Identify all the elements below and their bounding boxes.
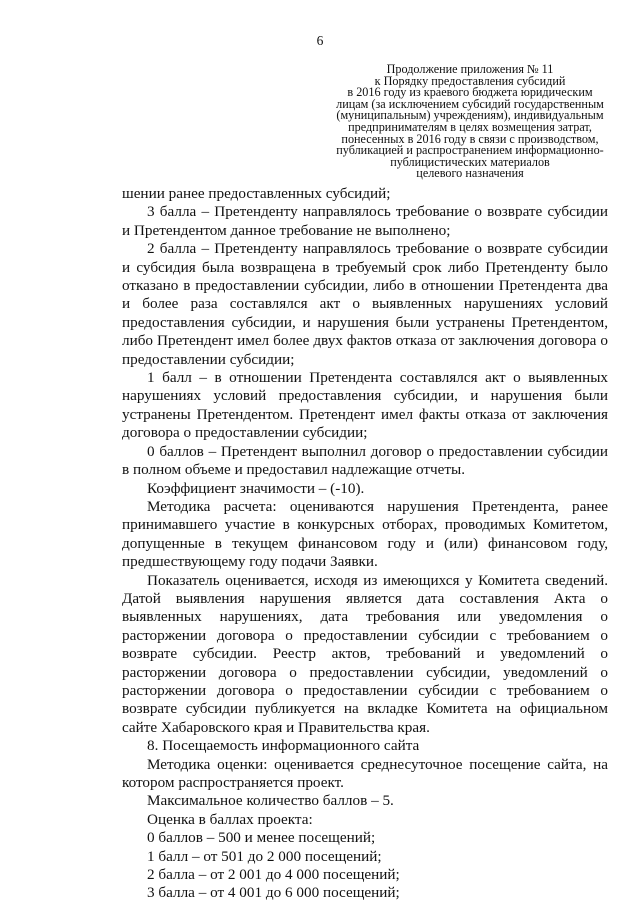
paragraph-continuation: шении ранее предоставленных субсидий;: [122, 185, 391, 202]
paragraph-evaluation-method: Методика оценки: оценивается среднесуточное посещение сайта, на котором распространяется проект.: [122, 755, 608, 791]
paragraph-score-3: 3 балла – Претенденту направлялось требование о возврате субсидии и Претендентом данное требование не выполнено;: [122, 203, 608, 239]
header-line: публикацией и распространением информационно-: [336, 143, 604, 158]
header-line: предпринимателям в целях возмещения затрат,: [348, 119, 592, 134]
header-line: лицам (за исключением субсидий государственным: [336, 96, 604, 111]
list-item-score: 0 баллов – 500 и менее посещений;: [147, 829, 376, 847]
header-line: понесенных в 2016 году в связи с производством,: [341, 131, 599, 146]
paragraph-indicator-evaluation: Показатель оценивается, исходя из имеющихся у Комитета сведений. Датой выявления нарушения является дата составления Акта о выявленных нарушениях, дата требования или уведомления о расторжении договора о предоставлении субсидии с требованием о возврате субсидии. Реестр актов, требований и уведомлений о расторжении договора о предоставлении субсидии, уведомлений о расторжении договора о предоставлении субсидии с требованием о возврате субсидии публикуется на вкладке Комитета на официальном сайте Хабаровского края и Правительства края.: [122, 571, 608, 736]
paragraph-score-1: 1 балл – в отношении Претендента составлялся акт о выявленных нарушениях условий предоставления субсидии, и нарушения были устранены Претендентом. Претендент имел факты отказа от заключения договора о предоставлении субсидии;: [122, 369, 608, 442]
header-line: к Порядку предоставления субсидий: [374, 73, 566, 88]
appendix-header: [330, 64, 610, 180]
list-item-score: 1 балл – от 501 до 2 000 посещений;: [147, 847, 382, 865]
list-item-score: 3 балла – от 4 001 до 6 000 посещений;: [147, 884, 400, 902]
section-heading-site-traffic: 8. Посещаемость информационного сайта: [147, 737, 420, 755]
header-line: в 2016 году из краевого бюджета юридическим: [347, 85, 593, 100]
paragraph-calculation-method: Методика расчета: оцениваются нарушения Претендента, ранее принимавшего участие в конкурсных отборах, проводимых Комитетом, допущенные в текущем финансовом году и (или) финансовом году, предшествующему году подачи Заявки.: [122, 497, 608, 571]
list-item-score: 2 балла – от 2 001 до 4 000 посещений;: [147, 866, 400, 884]
paragraph-score-2: 2 балла – Претенденту направлялось требование о возврате субсидии и субсидия была возвращена в требуемый срок либо Претенденту было отказано в предоставлении субсидии, либо в отношении Претендента два и более раза составлялся акт о выявленных нарушениях условий предоставления субсидии, и нарушения были устранены Претендентом, либо Претендент имел более двух фактов отказа от заключения договора о предоставлении субсидии;: [122, 240, 608, 368]
paragraph-max-score: Максимальное количество баллов – 5.: [147, 792, 394, 810]
page-number: 6: [316, 33, 324, 48]
header-line: публицистических материалов: [390, 154, 550, 169]
paragraph-score-intro: Оценка в баллах проекта:: [147, 810, 313, 828]
header-line: Продолжение приложения № 11: [386, 62, 554, 76]
paragraph-coefficient: Коэффициент значимости – (-10).: [147, 479, 365, 497]
paragraph-score-0: 0 баллов – Претендент выполнил договор о предоставлении субсидии в полном объеме и предоставил надлежащие отчеты.: [122, 442, 608, 479]
document-body: [122, 185, 608, 903]
header-line: (муниципальным) учреждениям), индивидуальным: [336, 108, 604, 123]
header-line: целевого назначения: [416, 166, 524, 181]
